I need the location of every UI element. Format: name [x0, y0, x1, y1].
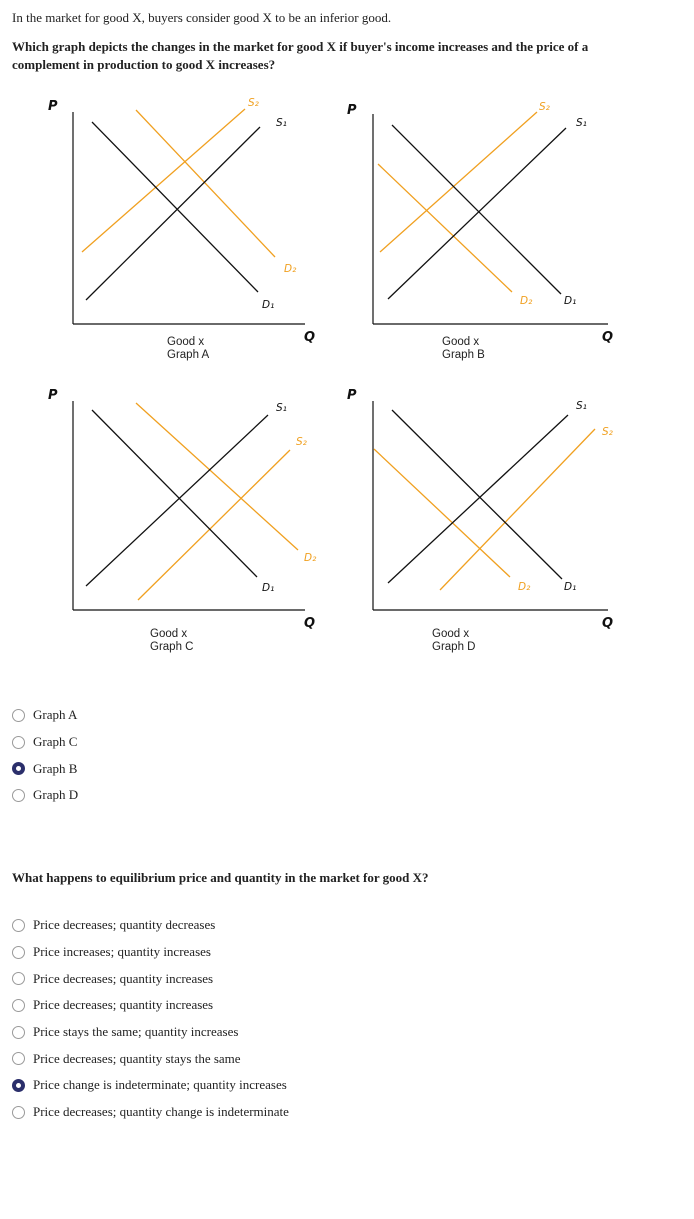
- radio-button[interactable]: [12, 1026, 25, 1039]
- outcome-option[interactable]: [12, 965, 289, 992]
- price-axis-label: P: [347, 103, 357, 118]
- outcome-option[interactable]: [12, 1099, 289, 1126]
- outcome-option[interactable]: [12, 1019, 289, 1046]
- graph-option[interactable]: [12, 702, 78, 729]
- d1-label: D₁: [262, 582, 275, 594]
- intro-text: In the market for good X, buyers consider good X to be an inferior good.: [12, 10, 392, 25]
- d2-label: D₂: [304, 552, 317, 564]
- s1-label: S₁: [276, 402, 287, 414]
- supply-curve-s2: [138, 450, 290, 600]
- question-1: Which graph depicts the changes in the market for good X if buyer's income increases and the price of a complement in production to good X increases?: [12, 39, 589, 72]
- option-label: Price decreases; quantity decreases: [33, 917, 216, 933]
- graph-option[interactable]: [12, 729, 78, 756]
- radio-button[interactable]: [12, 736, 25, 749]
- question-2: What happens to equilibrium price and quantity in the market for good X?: [12, 870, 429, 885]
- demand-curve-d1: [392, 125, 561, 294]
- d1-label: D₁: [262, 299, 275, 311]
- demand-curve-d2: [374, 449, 510, 577]
- s2-label: S₂: [539, 101, 550, 113]
- price-axis-label: P: [48, 388, 58, 403]
- d2-label: D₂: [284, 263, 297, 275]
- s1-label: S₁: [276, 117, 287, 129]
- option-label: Graph B: [33, 760, 78, 776]
- radio-button[interactable]: [12, 946, 25, 959]
- option-label: Price increases; quantity increases: [33, 944, 211, 960]
- quantity-axis-label: Q: [602, 616, 614, 631]
- radio-button[interactable]: [12, 1106, 25, 1119]
- option-label: Graph C: [33, 734, 78, 750]
- supply-curve-s1: [388, 128, 566, 299]
- radio-button[interactable]: [12, 999, 25, 1012]
- s2-label: S₂: [296, 436, 307, 448]
- outcome-option[interactable]: [12, 939, 289, 966]
- quantity-axis-label: Q: [304, 616, 316, 631]
- radio-button[interactable]: [12, 919, 25, 932]
- s2-label: S₂: [602, 426, 613, 438]
- caption-graph: Graph D: [432, 641, 476, 653]
- d2-label: D₂: [518, 581, 531, 593]
- caption-good: Good x: [167, 336, 205, 348]
- outcome-option[interactable]: [12, 992, 289, 1019]
- supply-curve-s2: [440, 429, 595, 590]
- graph-choice-list: [12, 702, 78, 809]
- graph-d: [340, 385, 640, 660]
- option-label: Price change is indeterminate; quantity increases: [33, 1077, 287, 1093]
- option-label: Graph A: [33, 707, 78, 723]
- radio-button[interactable]: [12, 789, 25, 802]
- caption-good: Good x: [442, 336, 480, 348]
- supply-curve-s2: [82, 109, 245, 252]
- radio-button-selected[interactable]: [12, 762, 25, 775]
- caption-graph: Graph A: [167, 349, 210, 361]
- demand-curve-d2: [378, 164, 512, 292]
- d2-label: D₂: [520, 295, 533, 307]
- radio-button-selected[interactable]: [12, 1079, 25, 1092]
- option-label: Graph D: [33, 787, 79, 803]
- demand-curve-d1: [92, 122, 258, 292]
- outcome-option[interactable]: [12, 912, 289, 939]
- radio-button[interactable]: [12, 709, 25, 722]
- caption-graph: Graph C: [150, 641, 194, 653]
- option-label: Price decreases; quantity change is indeterminate: [33, 1104, 289, 1120]
- demand-curve-d1: [392, 410, 562, 579]
- caption-graph: Graph B: [442, 349, 485, 361]
- option-label: Price decreases; quantity increases: [33, 970, 214, 986]
- demand-curve-d2: [136, 403, 298, 550]
- s1-label: S₁: [576, 117, 587, 129]
- outcome-option[interactable]: [12, 1045, 289, 1072]
- quantity-axis-label: Q: [304, 330, 316, 345]
- d1-label: D₁: [564, 581, 577, 593]
- graph-option[interactable]: [12, 782, 78, 809]
- graph-c: [40, 385, 320, 660]
- graph-option[interactable]: [12, 755, 78, 782]
- option-label: Price stays the same; quantity increases: [33, 1024, 239, 1040]
- radio-button[interactable]: [12, 1052, 25, 1065]
- graph-b: [340, 92, 630, 367]
- outcome-choice-list: [12, 912, 289, 1126]
- outcome-option[interactable]: [12, 1072, 289, 1099]
- caption-good: Good x: [432, 628, 470, 640]
- s2-label: S₂: [248, 97, 259, 109]
- s1-label: S₁: [576, 400, 587, 412]
- radio-button[interactable]: [12, 972, 25, 985]
- option-label: Price decreases; quantity stays the same: [33, 1050, 241, 1066]
- quantity-axis-label: Q: [602, 330, 614, 345]
- option-label: Price decreases; quantity increases: [33, 997, 214, 1013]
- demand-curve-d1: [92, 410, 257, 577]
- price-axis-label: P: [347, 388, 357, 403]
- graph-a: [40, 92, 320, 367]
- d1-label: D₁: [564, 295, 577, 307]
- caption-good: Good x: [150, 628, 188, 640]
- price-axis-label: P: [48, 99, 58, 114]
